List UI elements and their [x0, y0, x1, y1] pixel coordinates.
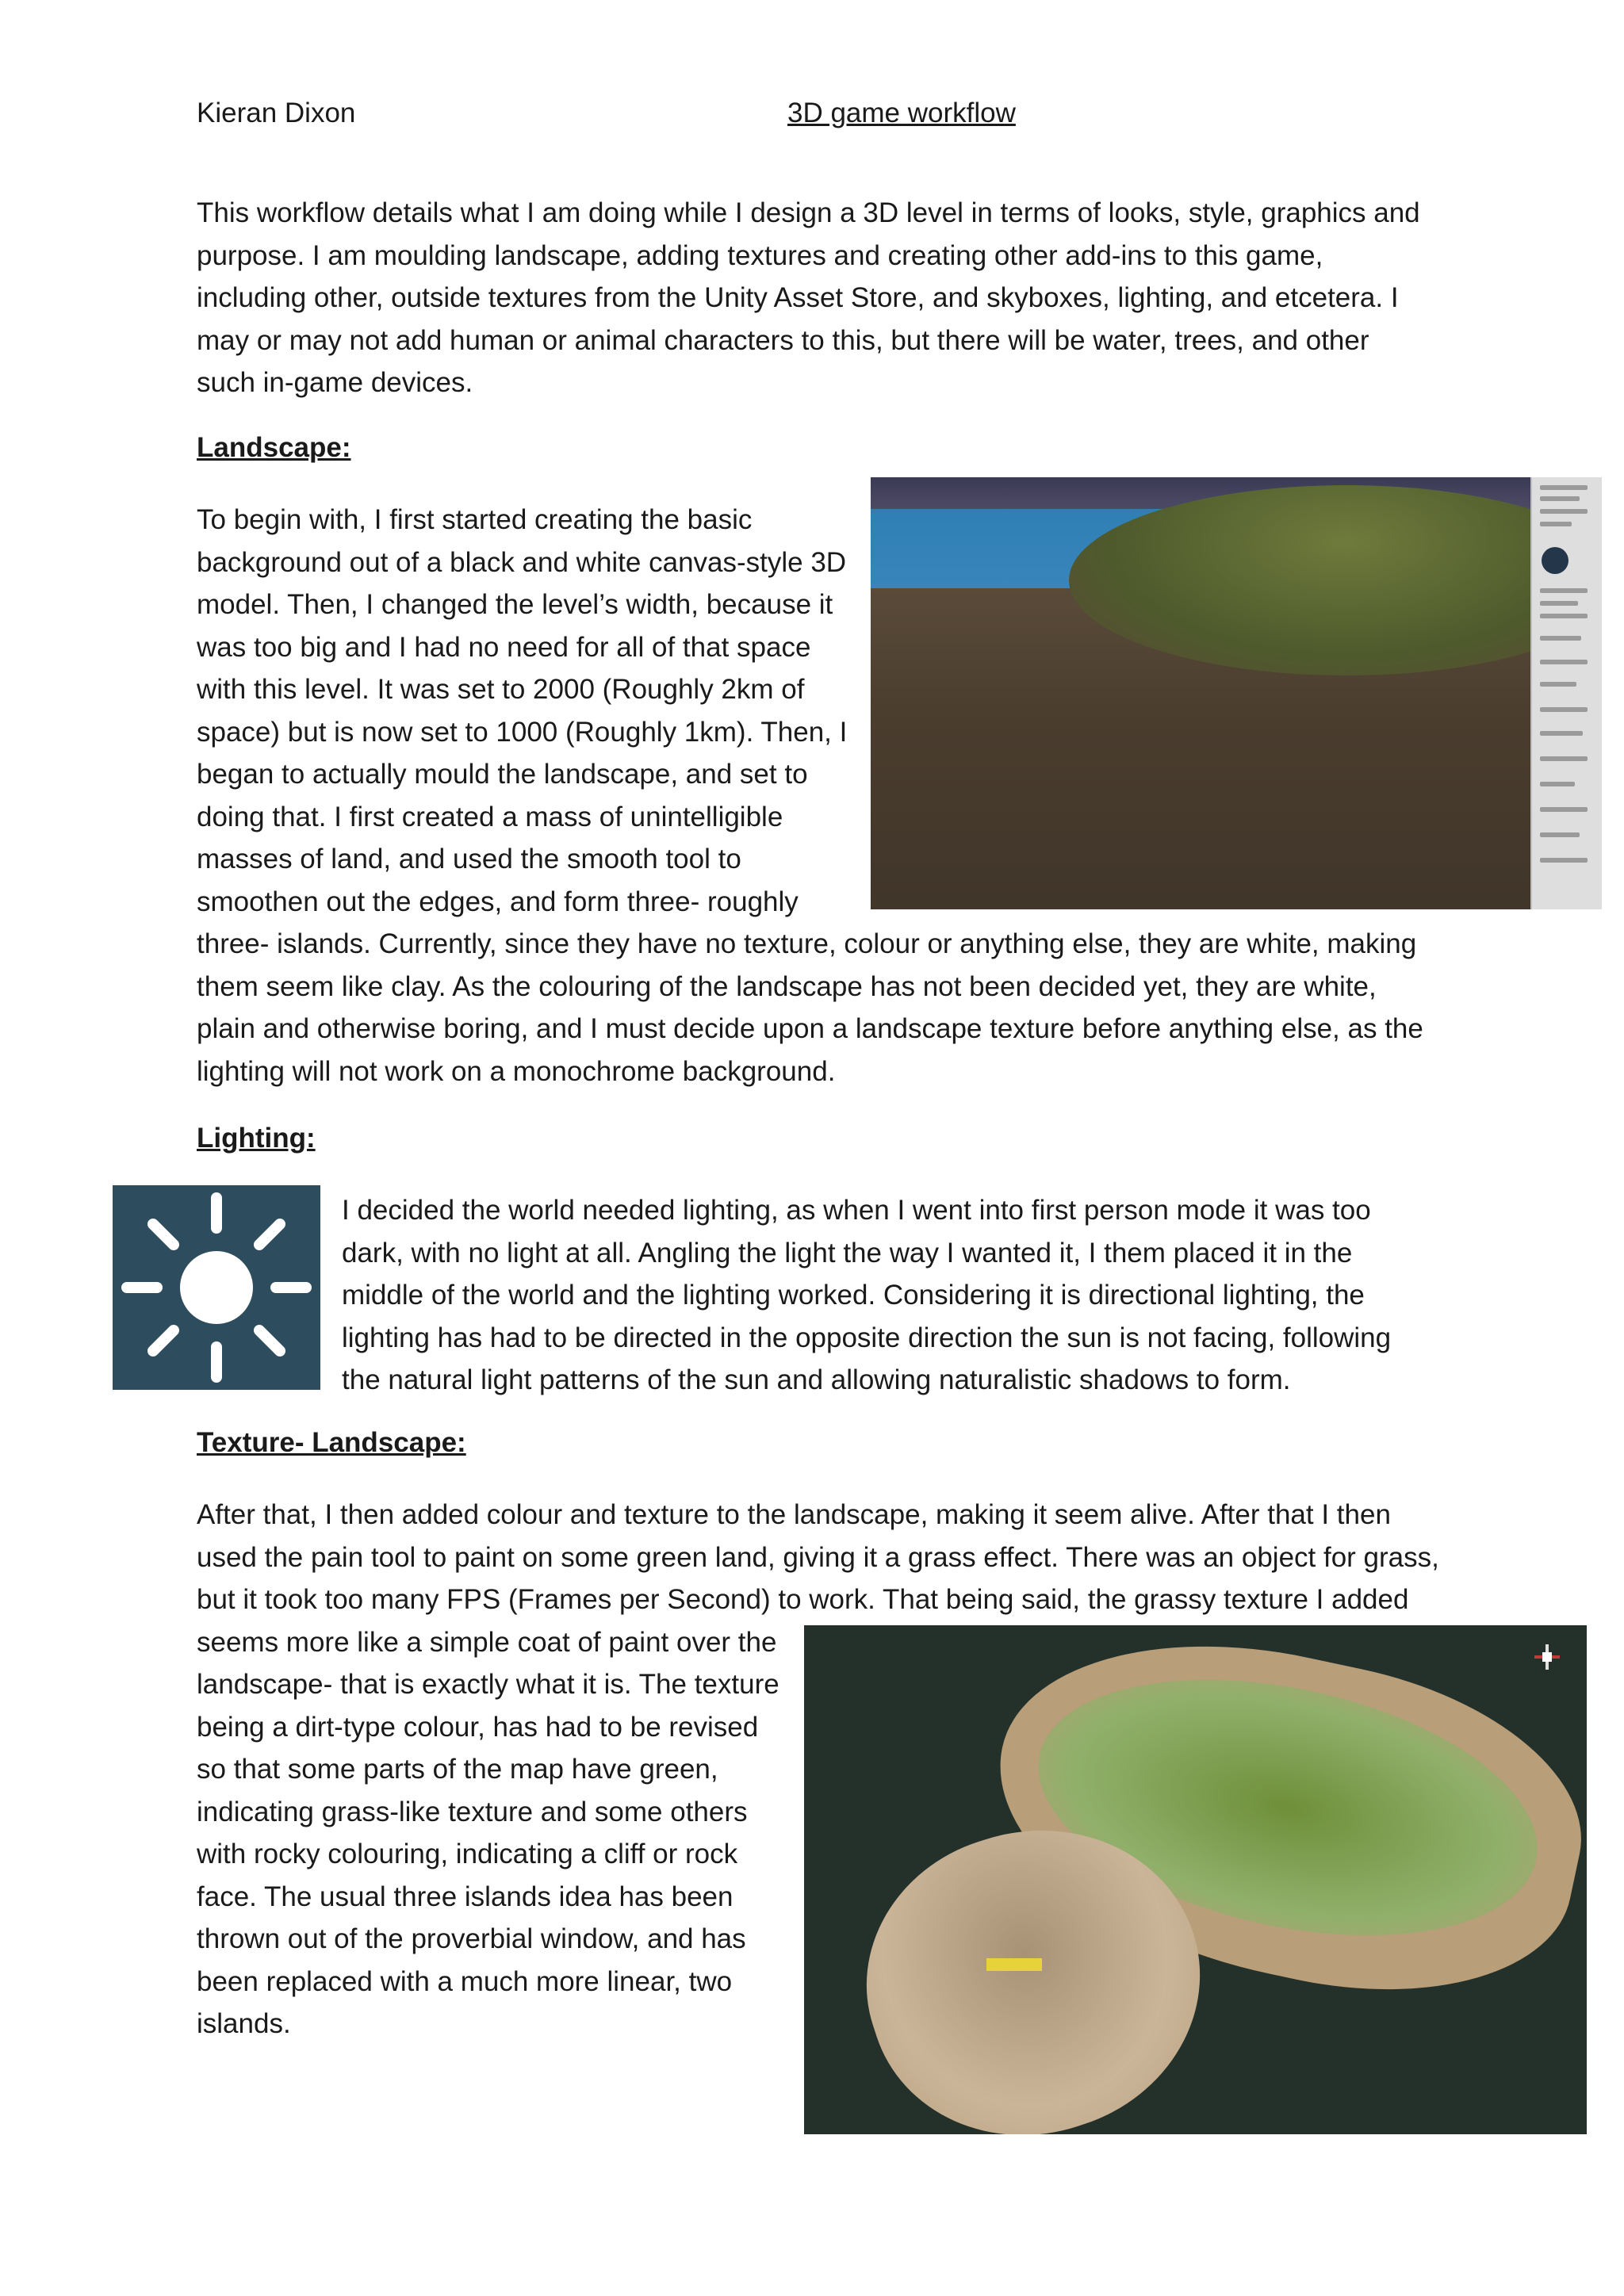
landscape-line: with this level. It was set to 2000 (Roughly 2km of [197, 674, 805, 705]
intro-line: This workflow details what I am doing while I design a 3D level in terms of looks, style, graphics and [197, 197, 1420, 228]
landscape-line: doing that. I first created a mass of unintelligible [197, 801, 783, 832]
texture-line: been replaced with a much more linear, two [197, 1965, 733, 1997]
lighting-heading: Lighting: [197, 1123, 316, 1154]
author-name: Kieran Dixon [197, 98, 356, 128]
texture-line: thrown out of the proverbial window, and has [197, 1923, 746, 1954]
intro-line: purpose. I am moulding landscape, adding textures and creating other add-ins to this game, [197, 239, 1323, 271]
lighting-line: middle of the world and the lighting worked. Considering it is directional lighting, the [342, 1280, 1365, 1311]
texture-line: landscape- that is exactly what it is. The texture [197, 1669, 779, 1700]
texture-line: but it took too many FPS (Frames per Second) to work. That being said, the grassy texture I added [197, 1584, 1409, 1615]
landscape-paragraph [197, 499, 1434, 1093]
landscape-line: three- islands. Currently, since they have no texture, colour or anything else, they are white, making [197, 928, 1417, 959]
landscape-line: them seem like clay. As the colouring of the landscape has not been decided yet, they are white, [197, 970, 1377, 1002]
document-title: 3D game workflow [787, 98, 1016, 128]
landscape-line: was too big and I had no need for all of that space [197, 631, 811, 663]
lighting-line: dark, with no light at all. Angling the light the way I wanted it, I them placed it in the [342, 1237, 1353, 1269]
landscape-line: background out of a black and white canvas-style 3D [197, 546, 847, 578]
intro-line: including other, outside textures from the Unity Asset Store, and skyboxes, lighting, and etcetera. I [197, 282, 1399, 313]
texture-line: so that some parts of the map have green, [197, 1754, 718, 1785]
landscape-line: model. Then, I changed the level’s width, because it [197, 589, 833, 620]
texture-paragraph [197, 1494, 1481, 2045]
landscape-line: lighting will not work on a monochrome background. [197, 1055, 836, 1087]
texture-line: indicating grass-like texture and some others [197, 1796, 748, 1827]
directional-light-sun-icon [113, 1185, 320, 1390]
landscape-line: space) but is now set to 1000 (Roughly 1km). Then, I [197, 716, 848, 748]
texture-line: seems more like a simple coat of paint over the [197, 1626, 777, 1658]
landscape-line: To begin with, I first started creating the basic [197, 504, 753, 535]
texture-heading: Texture- Landscape: [197, 1427, 466, 1458]
lighting-line: I decided the world needed lighting, as when I went into first person mode it was too [342, 1195, 1371, 1226]
texture-line: used the pain tool to paint on some green land, giving it a grass effect. There was an object for grass, [197, 1541, 1439, 1573]
lighting-line: the natural light patterns of the sun and allowing naturalistic shadows to form. [342, 1364, 1291, 1395]
intro-line: may or may not add human or animal characters to this, but there will be water, trees, and other [197, 324, 1369, 356]
landscape-heading: Landscape: [197, 432, 351, 463]
intro-paragraph [197, 192, 1434, 404]
texture-line: face. The usual three islands idea has been [197, 1881, 733, 1912]
texture-line: After that, I then added colour and texture to the landscape, making it seem alive. After that I then [197, 1499, 1391, 1530]
texture-line: with rocky colouring, indicating a cliff or rock [197, 1839, 738, 1869]
lighting-line: lighting has had to be directed in the opposite direction the sun is not facing, following [342, 1322, 1392, 1353]
lighting-paragraph [342, 1189, 1452, 1402]
texture-line: being a dirt-type colour, has had to be revised [197, 1711, 759, 1743]
landscape-line: smoothen out the edges, and form three- roughly [197, 886, 799, 917]
landscape-line: masses of land, and used the smooth tool to [197, 844, 741, 874]
intro-line: such in-game devices. [197, 367, 473, 398]
landscape-line: plain and otherwise boring, and I must decide upon a landscape texture before anything else, as the [197, 1013, 1423, 1044]
inspector-panel [1530, 477, 1602, 909]
texture-line: islands. [197, 2008, 291, 2039]
scene-gizmo-icon [1531, 1641, 1563, 1673]
landscape-line: began to actually mould the landscape, and set to [197, 759, 808, 790]
